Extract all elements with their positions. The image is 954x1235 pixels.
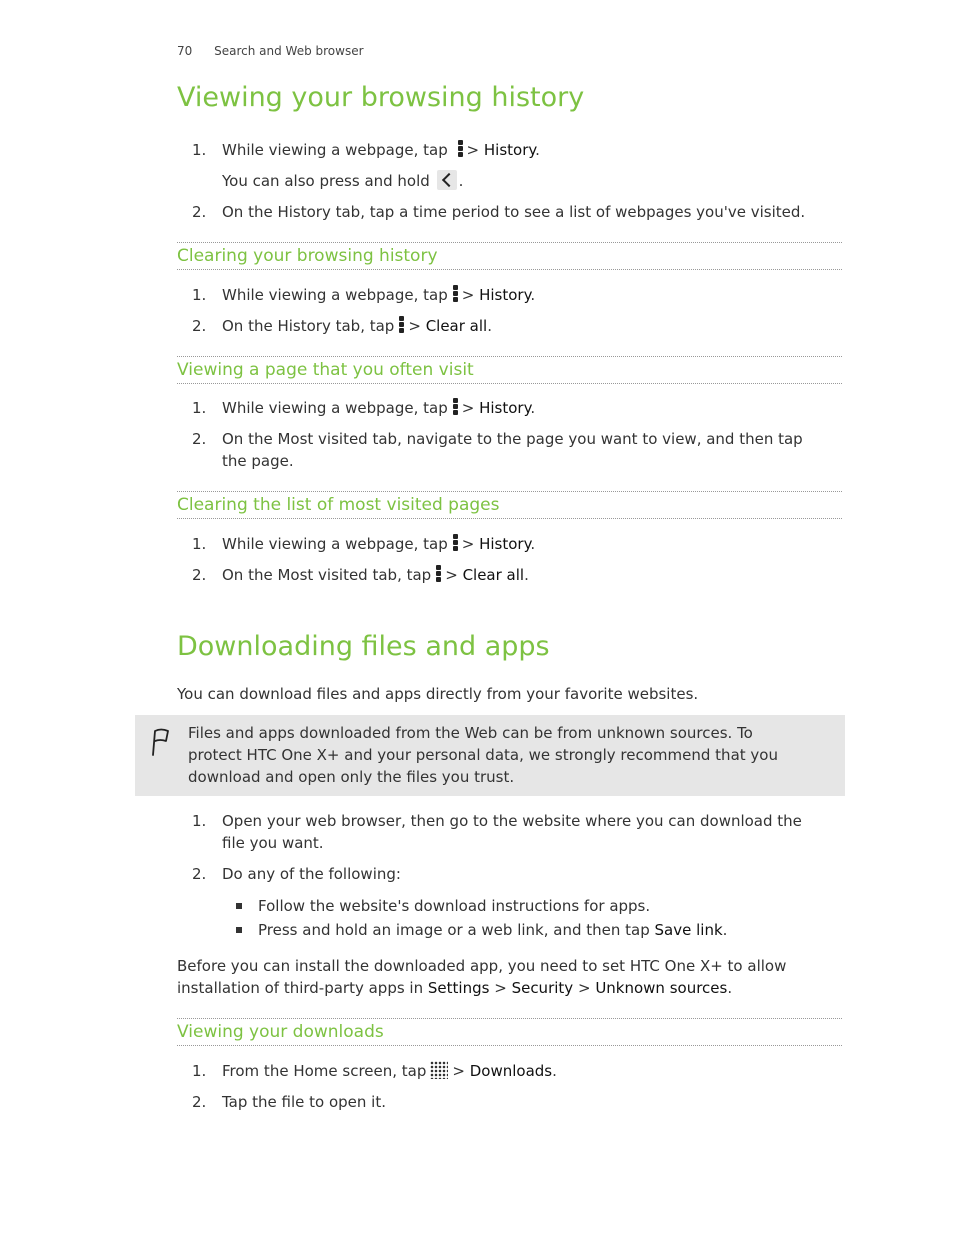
list-subtext: You can also press and hold . (222, 172, 464, 190)
heading-clearing-history: Clearing your browsing history (177, 242, 842, 270)
back-icon (437, 170, 457, 190)
history-label: History (483, 141, 536, 159)
heading-viewing-history: Viewing your browsing history (177, 82, 585, 113)
page-number: 70 (177, 44, 193, 58)
menu-dots-icon (452, 398, 458, 416)
note-line: protect HTC One X+ and your personal data, we strongly recommend that you (188, 746, 778, 764)
menu-dots-icon (435, 565, 441, 583)
section-name: Search and Web browser (214, 44, 364, 58)
note-box (135, 715, 845, 796)
menu-dots-icon (452, 285, 458, 303)
outro-paragraph: Before you can install the downloaded app, you need to set HTC One X+ to allow installation of third-party apps in Settings > Security > Unknown sources. (177, 957, 787, 997)
list-item: 1. Open your web browser, then go to the website where you can download the file you want. (192, 812, 802, 852)
bullet-marker (236, 903, 242, 909)
page-header (177, 44, 364, 58)
heading-downloading: Downloading files and apps (177, 631, 550, 662)
apps-grid-icon (430, 1061, 448, 1079)
note-line: Files and apps downloaded from the Web can be from unknown sources. To (188, 724, 753, 742)
menu-dots-icon (457, 140, 463, 158)
list-item: 2. On the Most visited tab, navigate to the page you want to view, and then tap the page. (192, 430, 803, 470)
menu-dots-icon (398, 316, 404, 334)
bullet-marker (236, 927, 242, 933)
document-page: 70 Search and Web browser Viewing your browsing history 1. While viewing a webpage, tap > History. You can also press and hold . 2. On the History tab, tap a time period to see a list of webpages you've visited. Clearing your browsing history 1. While viewing a webpage, tap > History. 2. On the History tab, tap > Clear all. Viewing a page that you often visit 1. While viewing a webpage, tap > History. 2. On the Most visited tab, navigate to the page you want to view, and then tap the page. Clearing the list of most visited pages 1. While viewing a webpage, tap > History. 2. On the Most visited tab, tap > Clear all. Downloading files and apps You can download files and apps directly from your favorite websites. Files and apps downloaded from the Web can be from unknown sources. To protect HTC One X+ and your personal data, we strongly recommend that you download and open only the files you trust. 1. Open your web browser, then go to the website where you can download the file you want. 2. Do any of the following: Follow the website's download instructions for apps. Press and hold an image or a web link, and then tap Save link. Before you can install the downloaded app, you need to set HTC One X+ to allow installation of third-party apps in Settings > Security > Unknown sources. Viewing your downloads 1. From the Home screen, tap > Downloads. 2. Tap the file to open it. (0, 0, 954, 1235)
intro-paragraph: You can download files and apps directly from your favorite websites. (177, 685, 699, 703)
heading-clear-most-visited: Clearing the list of most visited pages (177, 491, 842, 519)
heading-viewing-downloads: Viewing your downloads (177, 1018, 842, 1046)
menu-dots-icon (452, 534, 458, 552)
note-flag-icon (149, 727, 171, 757)
note-line: download and open only the files you trust. (188, 768, 515, 786)
heading-often-visit: Viewing a page that you often visit (177, 356, 842, 384)
